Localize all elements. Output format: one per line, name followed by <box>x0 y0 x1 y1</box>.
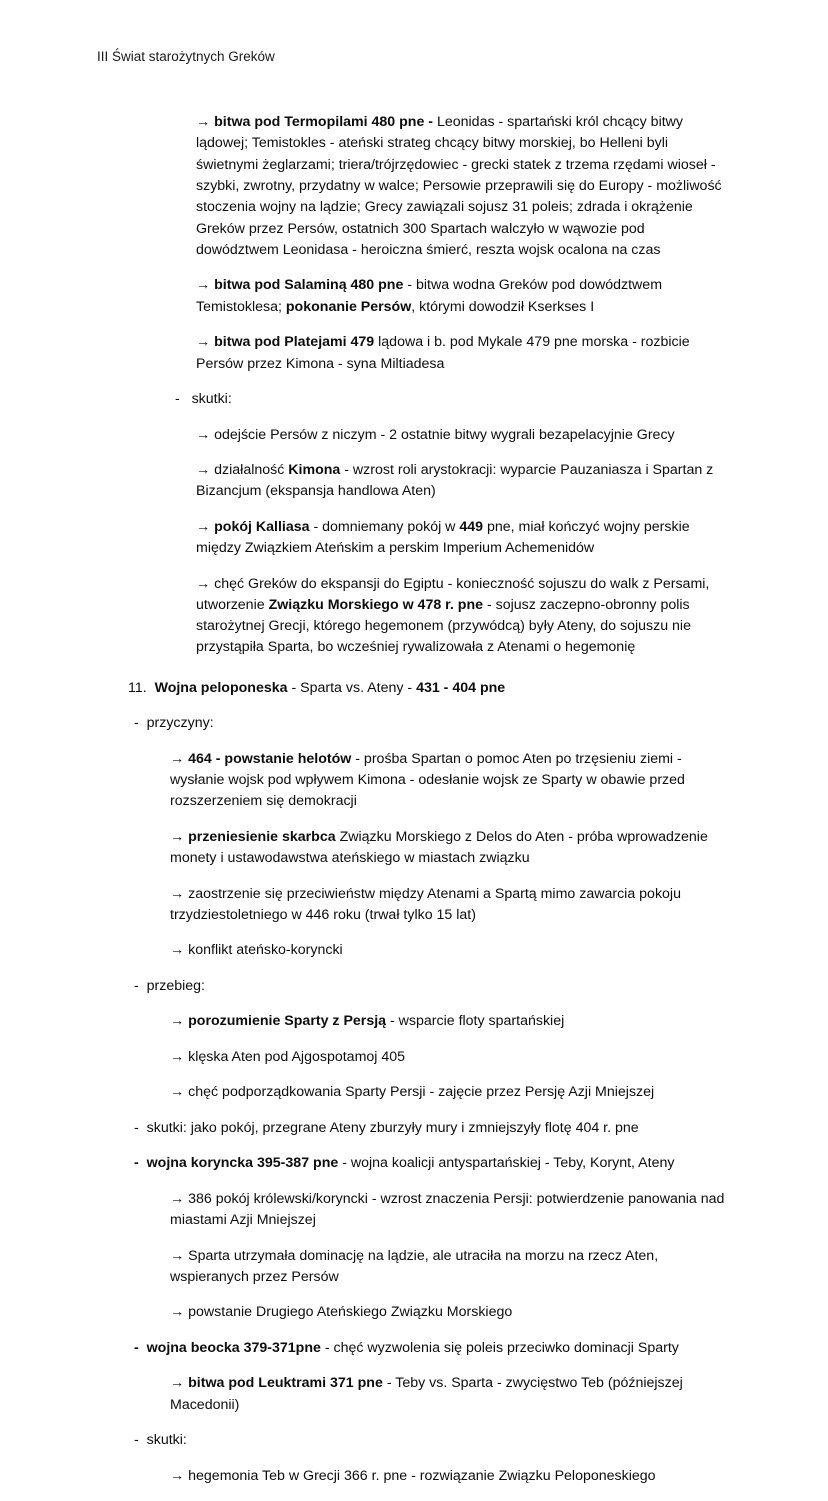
paragraph-termopile <box>196 112 727 261</box>
list-number: 11. <box>128 679 147 696</box>
paragraph-tail: - sojusz zaczepno-obronny polis starożytnej Grecji, którego hegemonem (przywódcą) były Ateny, do sojuszu nie przystąpiła Sparta, bo wcześniej rywalizowała z Atenami o hegemonię <box>196 596 691 656</box>
paragraph-drugi-zwiazek-morski <box>170 1302 738 1323</box>
document-body <box>0 98 828 1501</box>
term-bold-mid: 449 <box>459 518 484 535</box>
bullet-label: skutki: <box>146 1432 187 1449</box>
paragraph-text: - domniemany pokój w <box>309 518 460 535</box>
term-bold: Wojna peloponeska <box>154 679 288 696</box>
term-bold-mid: Związku Morskiego w 478 r. pne <box>268 596 484 613</box>
term-bold: 464 - powstanie helotów <box>188 750 352 767</box>
paragraph-ekspansja-egipt <box>196 574 727 659</box>
bullet-wojna-koryncka <box>134 1153 738 1174</box>
paragraph-text: - prośba Spartan o pomoc Aten po trzęsieniu ziemi - wysłanie wojsk pod wpływem Kimona - odesłanie wojsk ze Sparty w obawie przed rozszerzeniem się demokracji <box>170 750 685 810</box>
paragraph-pokoj-kalliasa <box>196 517 727 560</box>
dash-marker: - <box>134 715 139 732</box>
bullet-label: przebieg: <box>146 977 205 994</box>
term-bold-mid: Kimona <box>288 461 341 478</box>
paragraph-sparta-dominacja <box>170 1246 738 1289</box>
paragraph-text: Związku Morskiego z Delos do Aten - próba wprowadzenie monety i ustawodawstwa ateńskiego w miastach związku <box>170 828 708 867</box>
arrow-marker: → <box>170 1190 185 1207</box>
term-bold: wojna koryncka 395-387 pne <box>146 1155 339 1172</box>
term-bold-date: 431 - 404 pne <box>416 679 506 696</box>
bullet-label: - wojna koalicji antyspartańskiej - Teby, Korynt, Ateny <box>338 1155 675 1172</box>
paragraph-text: konflikt ateńsko-koryncki <box>188 942 343 959</box>
paragraph-kleska-ajgospotamoj <box>170 1047 738 1068</box>
paragraph-plateje <box>196 332 727 375</box>
paragraph-text: klęska Aten pod Ajgospotamoj 405 <box>188 1048 406 1065</box>
arrow-marker: → <box>170 1467 185 1484</box>
arrow-marker: → <box>170 1304 185 1321</box>
dash-marker: - <box>134 1155 139 1172</box>
paragraph-odejscie-persow <box>196 425 727 446</box>
term-bold: przeniesienie skarbca <box>188 828 336 845</box>
term-bold: pokój Kalliasa <box>214 518 310 535</box>
paragraph-text: zaostrzenie się przeciwieństw między Atenami a Spartą mimo zawarcia pokoju trzydziestoletniego w 446 roku (trwał tylko 15 lat) <box>170 885 681 923</box>
bullet-przebieg <box>134 976 738 997</box>
dash-marker: - <box>134 1339 139 1356</box>
paragraph-pre: chęć Greków do ekspansji do Egiptu - konieczność sojuszu do walk z Persami, utworzenie <box>196 575 710 613</box>
paragraph-porozumienie-sparty-persja <box>170 1011 738 1032</box>
paragraph-hegemonia-teb <box>170 1466 738 1487</box>
paragraph-text: odejście Persów z niczym - 2 ostatnie bitwy wygrali bezapelacyjnie Grecy <box>214 426 675 443</box>
paragraph-pokoj-krolewski <box>170 1189 738 1232</box>
paragraph-konflikt-atensko-koryncki <box>170 940 738 961</box>
dash-marker: - <box>175 391 180 408</box>
paragraph-text: Sparta utrzymała dominację na lądzie, ale utraciła na morzu na rzecz Aten, wspieranych przez Persów <box>170 1247 659 1285</box>
arrow-marker: → <box>170 1084 185 1101</box>
term-bold: bitwa pod Leuktrami 371 pne <box>188 1375 383 1392</box>
numbered-heading-wojna-peloponeska <box>128 678 738 699</box>
paragraph-zaostrzenie-przeciwienstw <box>170 884 738 927</box>
bullet-wojna-beocka <box>134 1338 738 1359</box>
paragraph-text: - Teby vs. Sparta - zwycięstwo Teb (późniejszej Macedonii) <box>170 1375 683 1413</box>
arrow-marker: → <box>196 426 211 443</box>
dash-marker: - <box>134 977 139 994</box>
page-header: III Świat starożytnych Greków <box>97 49 275 64</box>
term-bold: bitwa pod Platejami 479 <box>214 334 375 351</box>
arrow-marker: → <box>196 114 211 131</box>
arrow-marker: → <box>170 828 185 845</box>
bullet-przyczyny <box>134 713 738 734</box>
bullet-label: skutki: <box>191 391 232 408</box>
paragraph-text: powstanie Drugiego Ateńskiego Związku Morskiego <box>188 1304 513 1321</box>
bullet-skutki-wojny-perskie <box>175 389 727 410</box>
paragraph-text: chęć podporządkowania Sparty Persji - zajęcie przez Persję Azji Mniejszej <box>188 1084 655 1101</box>
bullet-skutki-peloponeska <box>134 1118 738 1139</box>
paragraph-text: - bitwa wodna Greków pod dowództwem Temistoklesa; <box>196 277 663 315</box>
heading-text: - Sparta vs. Ateny - <box>287 679 417 696</box>
arrow-marker: → <box>170 750 185 767</box>
bullet-label: przyczyny: <box>146 715 214 732</box>
paragraph-przeniesienie-skarbca <box>170 827 738 870</box>
arrow-marker: → <box>170 885 185 902</box>
paragraph-text: Leonidas - spartański król chcący bitwy lądowej; Temistokles - ateński strateg chcący bitwy morskiej, bo Helleni byli świetnymi żeglarzami; triera/trójrzędowiec - grecki statek z trzema rzędami wioseł - szybki, zwrotny, przydatny w walce; Persowie przeprawili się do Europy - możliwość stoczenia wojny na lądzie; Grecy zawiązali sojusz 31 poleis; zdrada i okrążenie Greków przez Persów, ostatnich 300 Spartach walczyło w wąwozie pod dowództwem Leonidasa - heroiczna śmierć, reszta wojsk ocalona na czas <box>196 114 722 258</box>
arrow-marker: → <box>196 461 211 478</box>
term-bold: porozumienie Sparty z Persją <box>188 1013 387 1030</box>
arrow-marker: → <box>196 518 211 535</box>
paragraph-powstanie-helotow <box>170 749 738 813</box>
paragraph-tail: - wzrost roli arystokracji: wyparcie Pauzaniasza i Spartan z Bizancjum (ekspansja handlowa Aten) <box>196 461 714 500</box>
paragraph-text: 386 pokój królewski/koryncki - wzrost znaczenia Persji: potwierdzenie panowania nad miastami Azji Mniejszej <box>170 1190 725 1229</box>
paragraph-text: lądowa i b. pod Mykale 479 pne morska - rozbicie Persów przez Kimona - syna Miltiadesa <box>196 334 690 372</box>
arrow-marker: → <box>196 334 211 351</box>
arrow-marker: → <box>196 575 211 592</box>
paragraph-tail: pne, miał kończyć wojny perskie między Związkiem Ateńskim a perskim Imperium Achemenidów <box>196 518 690 557</box>
term-bold-mid: pokonanie Persów <box>285 298 412 315</box>
arrow-marker: → <box>170 1013 185 1030</box>
paragraph-pre: działalność <box>214 461 289 478</box>
arrow-marker: → <box>170 1247 185 1264</box>
paragraph-tail: , którymi dowodził Kserkses I <box>411 298 595 315</box>
term-bold: wojna beocka 379-371pne <box>146 1339 321 1356</box>
paragraph-text: hegemonia Teb w Grecji 366 r. pne - rozwiązanie Związku Peloponeskiego <box>188 1467 656 1484</box>
bullet-label: skutki: jako pokój, przegrane Ateny zburzyły mury i zmniejszyły flotę 404 r. pne <box>146 1119 639 1136</box>
paragraph-text: - wsparcie floty spartańskiej <box>386 1013 565 1030</box>
bullet-label: - chęć wyzwolenia się poleis przeciwko dominacji Sparty <box>320 1339 679 1356</box>
term-bold: bitwa pod Termopilami 480 pne - <box>214 114 434 131</box>
arrow-marker: → <box>196 277 211 294</box>
bullet-skutki-beocka <box>134 1430 738 1451</box>
dash-marker: - <box>134 1432 139 1449</box>
paragraph-bitwa-leuktry <box>170 1373 738 1416</box>
dash-marker: - <box>134 1119 139 1136</box>
arrow-marker: → <box>170 1048 185 1065</box>
paragraph-salamina <box>196 275 727 318</box>
term-bold: bitwa pod Salaminą 480 pne <box>214 277 404 294</box>
arrow-marker: → <box>170 942 185 959</box>
paragraph-dzialalnosc-kimona <box>196 460 727 503</box>
paragraph-podporzadkowanie-sparty <box>170 1082 738 1103</box>
arrow-marker: → <box>170 1375 185 1392</box>
